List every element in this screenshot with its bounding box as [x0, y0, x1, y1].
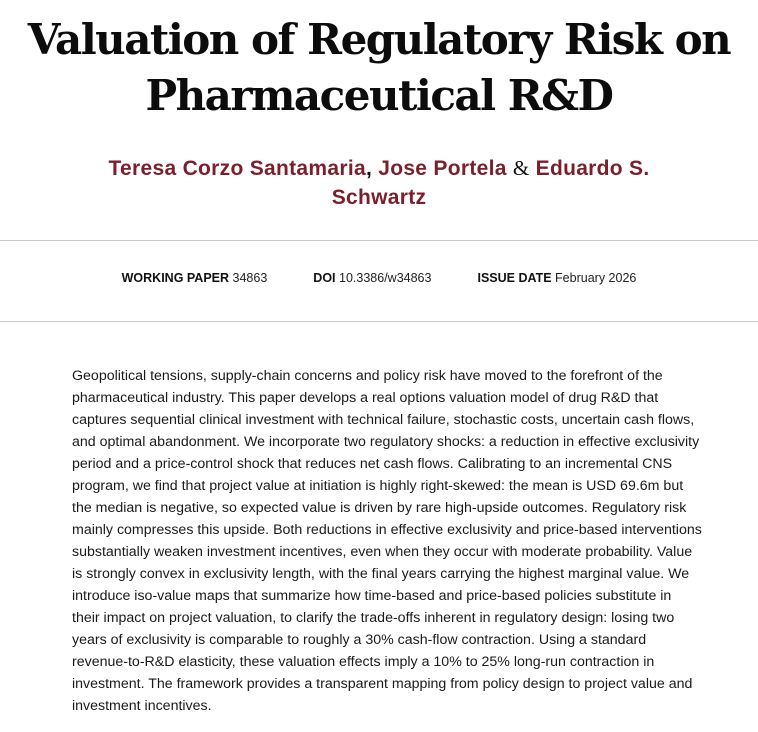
doi: DOI 10.3386/w34863: [313, 271, 432, 285]
author-list: [80, 154, 678, 212]
abstract-text: Geopolitical tensions, supply-chain concerns and policy risk have moved to the forefront of the pharmaceutical industry. This paper develops a real options valuation model of drug R&D that captures sequential clinical investment with technical failure, stochastic costs, uncertain cash flows, and optimal abandonment. We incorporate two regulatory shocks: a reduction in effective exclusivity period and a price-control shock that reduces net cash flows. Calibrating to an incremental CNS program, we find that project value at initiation is highly right-skewed: the mean is USD 69.6m but the median is negative, so expected value is driven by rare high-upside outcomes. Regulatory risk mainly compresses this upside. Both reductions in effective exclusivity and price-based interventions substantially weaken investment incentives, even when they occur with moderate probability. Value is strongly convex in exclusivity length, with the final years carrying the highest marginal value. We introduce iso-value maps that summarize how time-based and price-based policies substitute in their impact on project valuation, to clarify the trade-offs inherent in regulatory design: losing two years of exclusivity is comparable to roughly a 30% cash-flow contraction. Using a standard revenue-to-R&D elasticity, these valuation effects imply a 10% to 25% long-run contraction in investment. The framework provides a transparent mapping from policy design to project value and investment incentives.: [72, 368, 702, 714]
author-link[interactable]: Teresa Corzo Santamaria: [108, 157, 366, 180]
divider-top: [0, 240, 758, 241]
author-separator: ,: [365, 157, 373, 180]
author-link[interactable]: Jose Portela: [378, 157, 507, 180]
working-paper-number: WORKING PAPER 34863: [121, 271, 268, 285]
divider-bottom: [0, 321, 758, 322]
paper-title: Valuation of Regulatory Risk on Pharmaceutical R&D: [27, 15, 731, 120]
issue-date: ISSUE DATE February 2026: [477, 271, 637, 285]
paper-meta: [0, 271, 758, 285]
author-link[interactable]: Eduardo S. Schwartz: [331, 157, 650, 209]
author-ampersand: &: [512, 156, 530, 180]
doi-link[interactable]: 10.3386/w34863: [339, 271, 432, 285]
